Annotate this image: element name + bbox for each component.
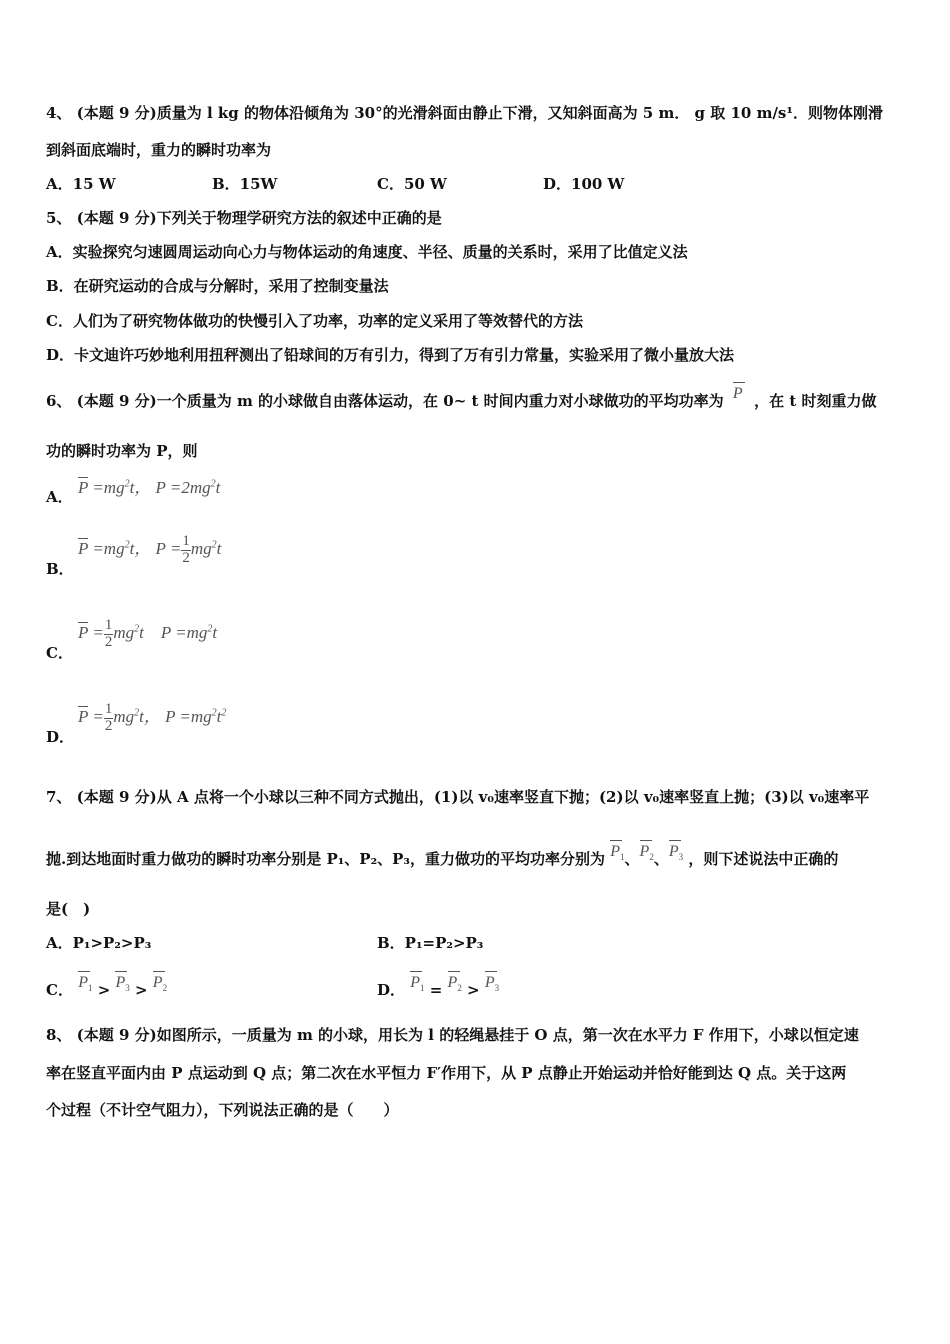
q4-stem-line1: 4、 (本题 9 分)质量为 l kg 的物体沿倾角为 30°的光滑斜面由静止下滑，又知斜面高为 5 m． g 取 10 m/s¹．则物体刚滑 <box>46 104 883 122</box>
q6-option-a-label: A． <box>46 488 73 506</box>
q6-option-c-formula: $\overline{P}$ = $\frac{1}{2}$ $mg^2t$ $P =mg^2t$ <box>78 617 218 650</box>
q7-stem-line2a: 抛.到达地面时重力做功的瞬时功率分别是 P₁、P₂、P₃，重力做功的平均功率分别为 <box>46 850 605 868</box>
avg-power-p1-symbol: $P_1$ <box>78 971 92 993</box>
avg-power-p3-symbol: $P_3$ <box>485 971 499 993</box>
q6-option-b-formula: $\overline{P} =mg^2t$， P = $\frac{1}{2}$ $mg^2t$ <box>78 533 222 566</box>
q7-option-b: B．P₁=P₂>P₃ <box>377 934 484 952</box>
avg-power-p3-symbol: $P_3$ <box>669 840 683 862</box>
q7-option-d-label: D． <box>377 981 406 999</box>
q6-stem-line1b: ，在 t 时刻重力做 <box>754 392 877 410</box>
q6-option-d-formula: $\overline{P}$ = $\frac{1}{2}$ $mg^2t$， $P =mg^2t^2$ <box>78 701 227 734</box>
q6-option-d-label: D． <box>46 728 75 746</box>
q7-stem-line2: 抛.到达地面时重力做功的瞬时功率分别是 P₁、P₂、P₃，重力做功的平均功率分别为 $P_1$、 $P_2$、 $P_3$ ，则下述说法中正确的 <box>46 848 838 870</box>
avg-power-p2-symbol: $P_2$ <box>153 971 167 993</box>
q8-stem-line2: 率在竖直平面内由 P 点运动到 Q 点；第二次在水平恒力 F′作用下，从 P 点静止开始运动并恰好能到达 Q 点。关于这两 <box>46 1064 847 1082</box>
avg-power-p3-symbol: $P_3$ <box>115 971 129 993</box>
q7-option-a: A．P₁>P₂>P₃ <box>46 934 152 952</box>
q7-option-c-label: C． <box>46 981 73 999</box>
q6-stem-line2: 功的瞬时功率为 P，则 <box>46 442 198 460</box>
q5-option-b: B．在研究运动的合成与分解时，采用了控制变量法 <box>46 277 389 295</box>
q5-option-c: C．人们为了研究物体做功的快慢引入了功率，功率的定义采用了等效替代的方法 <box>46 312 583 330</box>
q7-option-c: C． $P_1$ > $P_3$ > $P_2$ <box>46 979 167 1001</box>
q7-stem-line1: 7、 (本题 9 分)从 A 点将一个小球以三种不同方式抛出，(1)以 v₀速率竖直下抛；(2)以 v₀速率竖直上抛；(3)以 v₀速率平 <box>46 788 870 806</box>
q7-option-d: D． $P_1$ = $P_2$ > $P_3$ <box>377 979 499 1001</box>
q4-option-a: A．15 W <box>46 175 116 193</box>
avg-power-p2-symbol: $P_2$ <box>448 971 462 993</box>
q6-stem-line1a: 6、 (本题 9 分)一个质量为 m 的小球做自由落体运动，在 0~ t 时间内重力对小球做功的平均功率为 <box>46 392 724 410</box>
avg-power-symbol: P <box>733 382 745 403</box>
q7-stem-line3: 是( ) <box>46 900 91 918</box>
q7-stem-line2b: ，则下述说法中正确的 <box>688 850 839 868</box>
q6-option-c-label: C． <box>46 644 73 662</box>
q6-stem-line1 <box>46 385 877 411</box>
q5-option-a: A．实验探究匀速圆周运动向心力与物体运动的角速度、半径、质量的关系时，采用了比值定义法 <box>46 243 688 261</box>
q4-option-b: B．15W <box>212 175 278 193</box>
q5-option-d: D．卡文迪许巧妙地利用扭秤测出了铅球间的万有引力，得到了万有引力常量，实验采用了微小量放大法 <box>46 346 735 364</box>
q6-option-b-label: B． <box>46 560 74 578</box>
avg-power-p1-symbol: $P_1$ <box>410 971 424 993</box>
q4-stem-line2: 到斜面底端时，重力的瞬时功率为 <box>46 141 272 159</box>
avg-power-p1-symbol: $P_1$ <box>610 840 624 862</box>
q4-option-d: D．100 W <box>543 175 625 193</box>
q4-option-c: C．50 W <box>377 175 447 193</box>
q8-stem-line3: 个过程（不计空气阻力），下列说法正确的是（ ） <box>46 1101 399 1119</box>
q8-stem-line1: 8、 (本题 9 分)如图所示，一质量为 m 的小球，用长为 l 的轻绳悬挂于 O 点，第一次在水平力 F 作用下，小球以恒定速 <box>46 1026 859 1044</box>
q5-stem: 5、 (本题 9 分)下列关于物理学研究方法的叙述中正确的是 <box>46 209 442 227</box>
q6-option-a-formula: $\overline{P} =mg^2t$， $P =2mg^2t$ <box>78 478 221 497</box>
avg-power-p2-symbol: $P_2$ <box>640 840 654 862</box>
